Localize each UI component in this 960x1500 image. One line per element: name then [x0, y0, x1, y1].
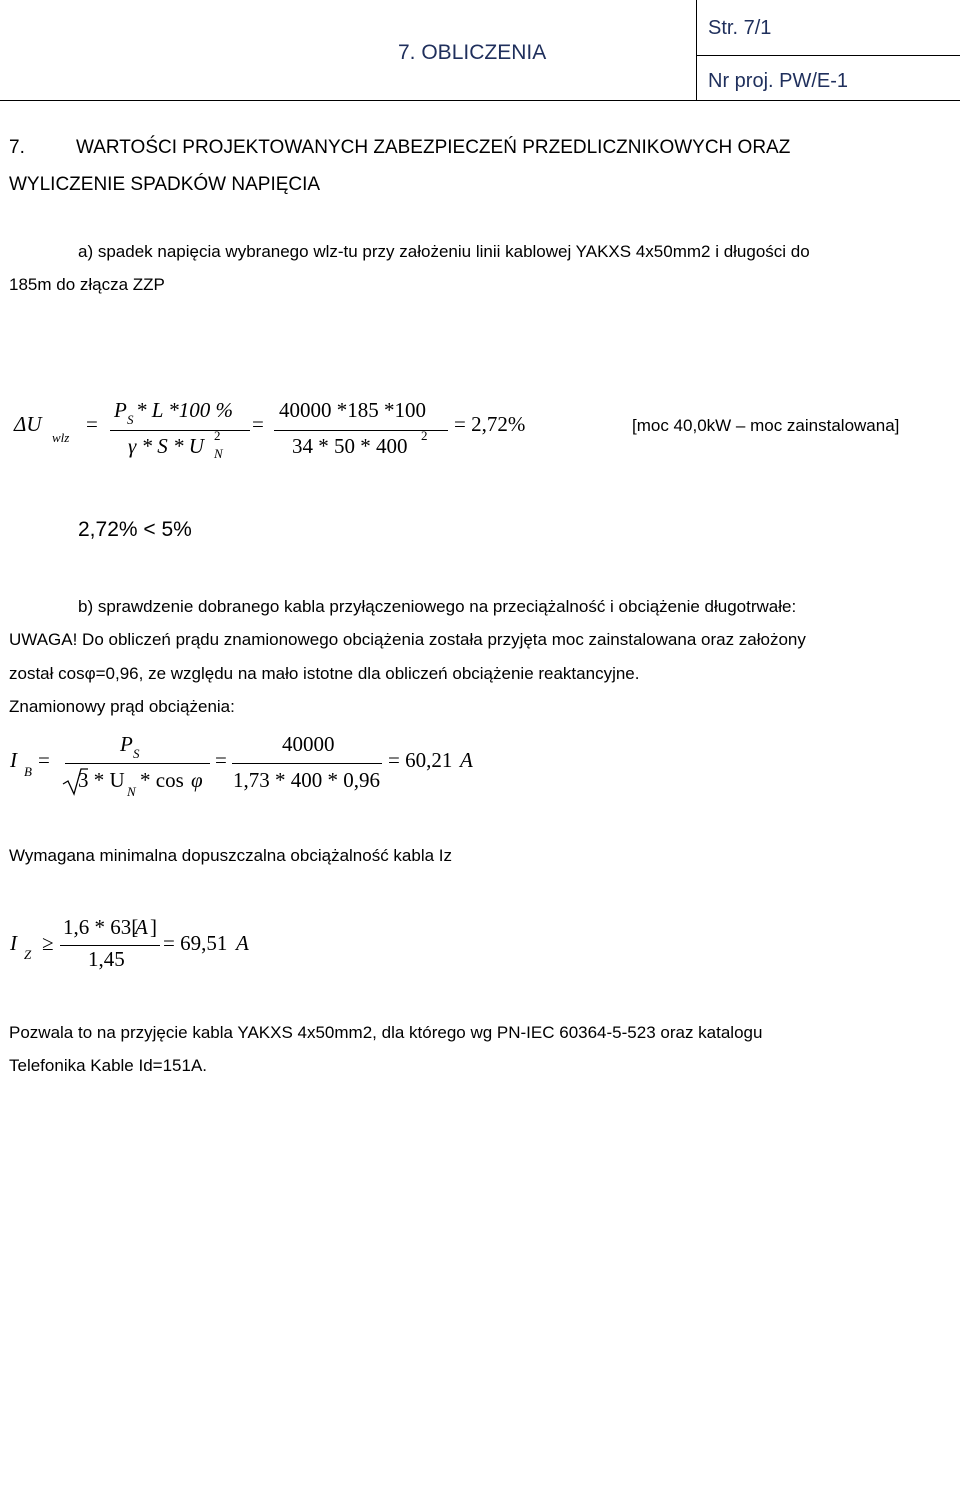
fraction4-denominator: 1,73 * 400 * 0,96 [233, 768, 380, 792]
part-a-text-line2: 185m do złącza ZZP [9, 275, 165, 294]
part-b-text-line2: UWAGA! Do obliczeń prądu znamionowego obciążenia została przyjęta moc zainstalowana oraz założony [9, 630, 806, 649]
rated-current-result: = 60,21 [388, 748, 453, 772]
fraction1-numerator-rest: * L *100 % [136, 398, 234, 422]
header-title: 7. OBLICZENIA [398, 41, 547, 64]
section-number: 7. [9, 137, 25, 158]
section-title-line2: WYLICZENIE SPADKÓW NAPIĘCIA [9, 174, 321, 195]
fraction1-bar [110, 430, 250, 431]
page-header [0, 0, 960, 100]
delta-u-subscript: wlz [52, 430, 70, 445]
fraction5-bar [60, 945, 160, 946]
fraction3-bar [65, 763, 210, 764]
rated-current-unit: A [460, 748, 473, 772]
fraction1-denominator-sub: N [214, 446, 223, 461]
voltage-drop-result: = 2,72% [454, 412, 526, 436]
fraction2-denominator-sup: 2 [421, 428, 428, 443]
part-c-text-line1: Wymagana minimalna dopuszczalna obciążalność kabla Iz [9, 846, 453, 865]
fraction1-denominator-sup: 2 [214, 428, 221, 443]
iz-symbol: I [10, 931, 17, 955]
equals-sign-4: = [215, 748, 227, 772]
fraction2-numerator: 40000 *185 *100 [279, 398, 426, 422]
fraction5-numerator: 1,6 * 63[ [63, 915, 139, 939]
fraction3-denominator-b: * cos [140, 768, 184, 792]
fraction4-numerator: 40000 [282, 732, 335, 756]
fraction5-numerator-close: ] [150, 915, 157, 939]
section-title-line1: WARTOŚCI PROJEKTOWANYCH ZABEZPIECZEŃ PRZEDLICZNIKOWYCH ORAZ [76, 137, 791, 158]
fraction3-denominator-sub: N [127, 784, 136, 799]
equals-sign-2: = [252, 412, 264, 436]
header-project-number: Nr proj. PW/E-1 [708, 70, 849, 92]
part-b-text-line3: został cosφ=0,96, ze względu na mało istotne dla obliczeń obciążenie reaktancyjne. [9, 664, 640, 683]
iz-subscript: Z [24, 947, 32, 962]
comparison-result: 2,72% < 5% [78, 518, 192, 541]
fraction5-denominator: 1,45 [88, 947, 125, 971]
conclusion-line2: Telefonika Kable Id=151A. [9, 1056, 208, 1075]
equals-sign-1: = [86, 412, 98, 436]
phi-symbol: φ [191, 768, 203, 792]
conclusion-line1: Pozwala to na przyjęcie kabla YAKXS 4x50mm2, dla którego wg PN-IEC 60364-5-523 oraz katalogu [9, 1023, 763, 1042]
fraction1-numerator-p: P [114, 398, 127, 422]
fraction1-denominator: γ * S * U [128, 434, 204, 458]
header-divider-horizontal [696, 55, 960, 56]
header-page-number: Str. 7/1 [708, 17, 772, 39]
fraction1-numerator-sub: S [127, 412, 134, 427]
part-a-text-line1: a) spadek napięcia wybranego wlz-tu przy założeniu linii kablowej YAKXS 4x50mm2 i długości do [78, 242, 810, 261]
part-b-text-line4: Znamionowy prąd obciążenia: [9, 697, 235, 716]
ib-symbol: I [10, 748, 17, 772]
fraction4-bar [232, 763, 382, 764]
equals-sign-3: = [38, 748, 50, 772]
ib-subscript: B [24, 764, 32, 779]
fraction2-denominator: 34 * 50 * 400 [292, 434, 408, 458]
fraction3-numerator-sub: S [133, 746, 140, 761]
header-bottom-border [0, 100, 960, 101]
fraction3-numerator-p: P [120, 732, 133, 756]
power-note: [moc 40,0kW – moc zainstalowana] [632, 416, 900, 435]
part-b-text-line1: b) sprawdzenie dobranego kabla przyłączeniowego na przeciążalność i obciążenie długotrwałe: [78, 597, 797, 616]
capacity-result: = 69,51 [163, 931, 228, 955]
delta-u-symbol: ΔU [14, 412, 42, 436]
fraction3-denominator-a: 3 * U [78, 768, 125, 792]
capacity-unit: A [236, 931, 249, 955]
header-divider-vertical [696, 0, 697, 100]
geq-sign: ≥ [42, 931, 54, 955]
fraction5-numerator-unit: A [135, 915, 148, 939]
